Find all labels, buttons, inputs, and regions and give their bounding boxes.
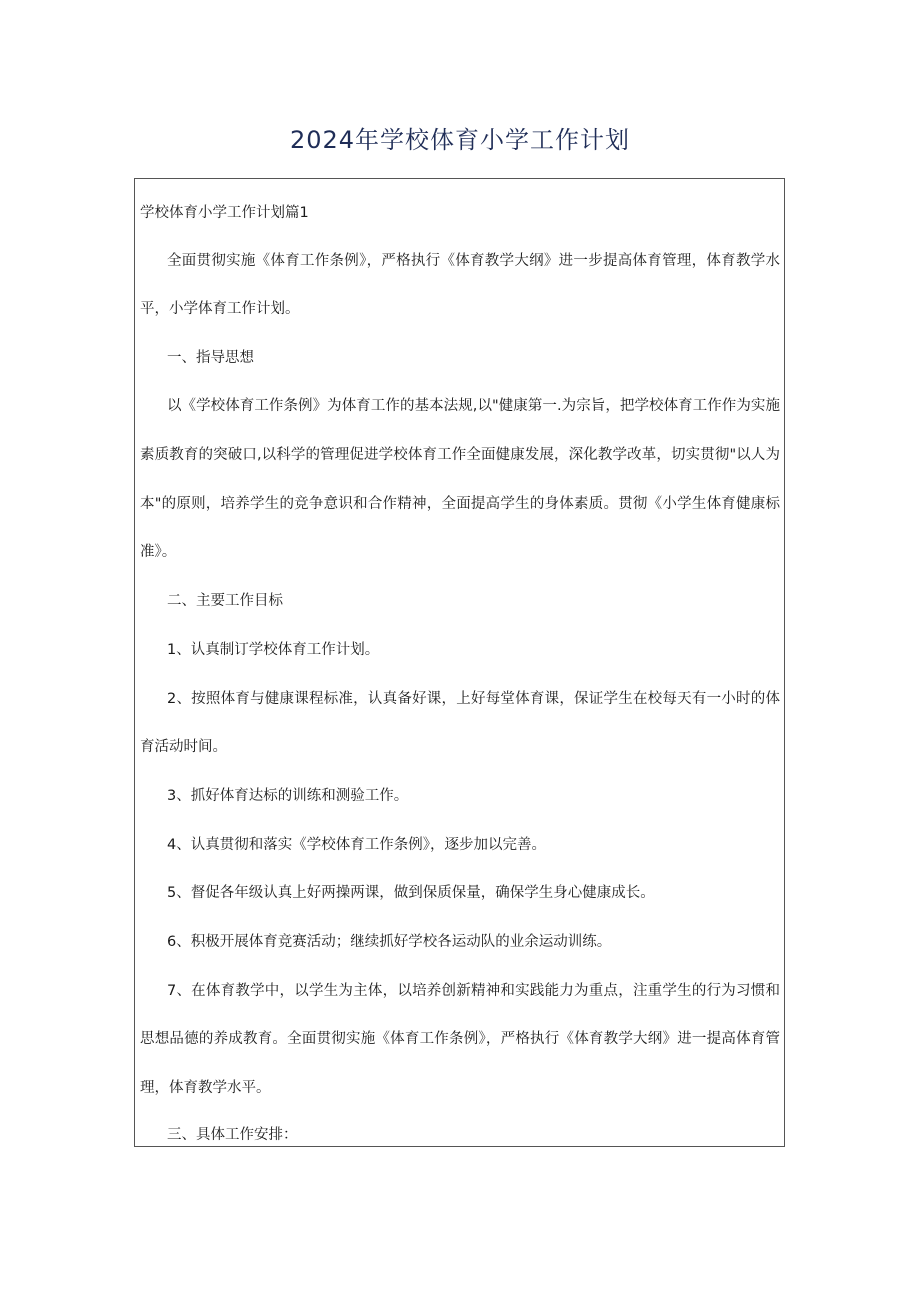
paragraph-line: 理，体育教学水平。 [140,1080,271,1096]
list-item: 2、按照体育与健康课程标准，认真备好课，上好每堂体育课，保证学生在校每天有一小时的体 [167,691,780,707]
paragraph-line: 以《学校体育工作条例》为体育工作的基本法规,以"健康第一.为宗旨，把学校体育工作作为实施 [167,398,780,414]
content-box [134,178,785,1147]
paragraph-line: 思想品德的养成教育。全面贯彻实施《体育工作条例》，严格执行《体育教学大纲》进一提高体育管 [140,1031,780,1047]
list-item: 1、认真制订学校体育工作计划。 [167,642,380,658]
list-item: 3、抓好体育达标的训练和测验工作。 [167,788,409,804]
paragraph-line: 全面贯彻实施《体育工作条例》，严格执行《体育教学大纲》进一步提高体育管理，体育教学水 [167,253,780,269]
document-title: 2024年学校体育小学工作计划 [289,126,631,154]
paragraph-line: 准》。 [140,544,177,560]
list-item: 5、督促各年级认真上好两操两课，做到保质保量，确保学生身心健康成长。 [167,885,655,901]
list-item: 6、积极开展体育竞赛活动；继续抓好学校各运动队的业余运动训练。 [167,934,612,950]
section-heading: 二、主要工作目标 [167,593,283,609]
paragraph-line: 素质教育的突破口,以科学的管理促进学校体育工作全面健康发展，深化教学改革，切实贯彻"以人为 [140,447,780,463]
section-heading: 三、具体工作安排： [167,1127,298,1143]
paragraph-line: 本"的原则，培养学生的竞争意识和合作精神，全面提高学生的身体素质。贯彻《小学生体育健康标 [140,496,780,512]
paragraph-line: 育活动时间。 [140,739,227,755]
list-item: 7、在体育教学中，以学生为主体，以培养创新精神和实践能力为重点，注重学生的行为习惯和 [167,983,780,999]
paragraph-line: 平，小学体育工作计划。 [140,301,300,317]
list-item: 4、认真贯彻和落实《学校体育工作条例》，逐步加以完善。 [167,837,546,853]
section-heading: 一、指导思想 [167,350,254,366]
section-heading: 学校体育小学工作计划篇1 [140,205,309,221]
